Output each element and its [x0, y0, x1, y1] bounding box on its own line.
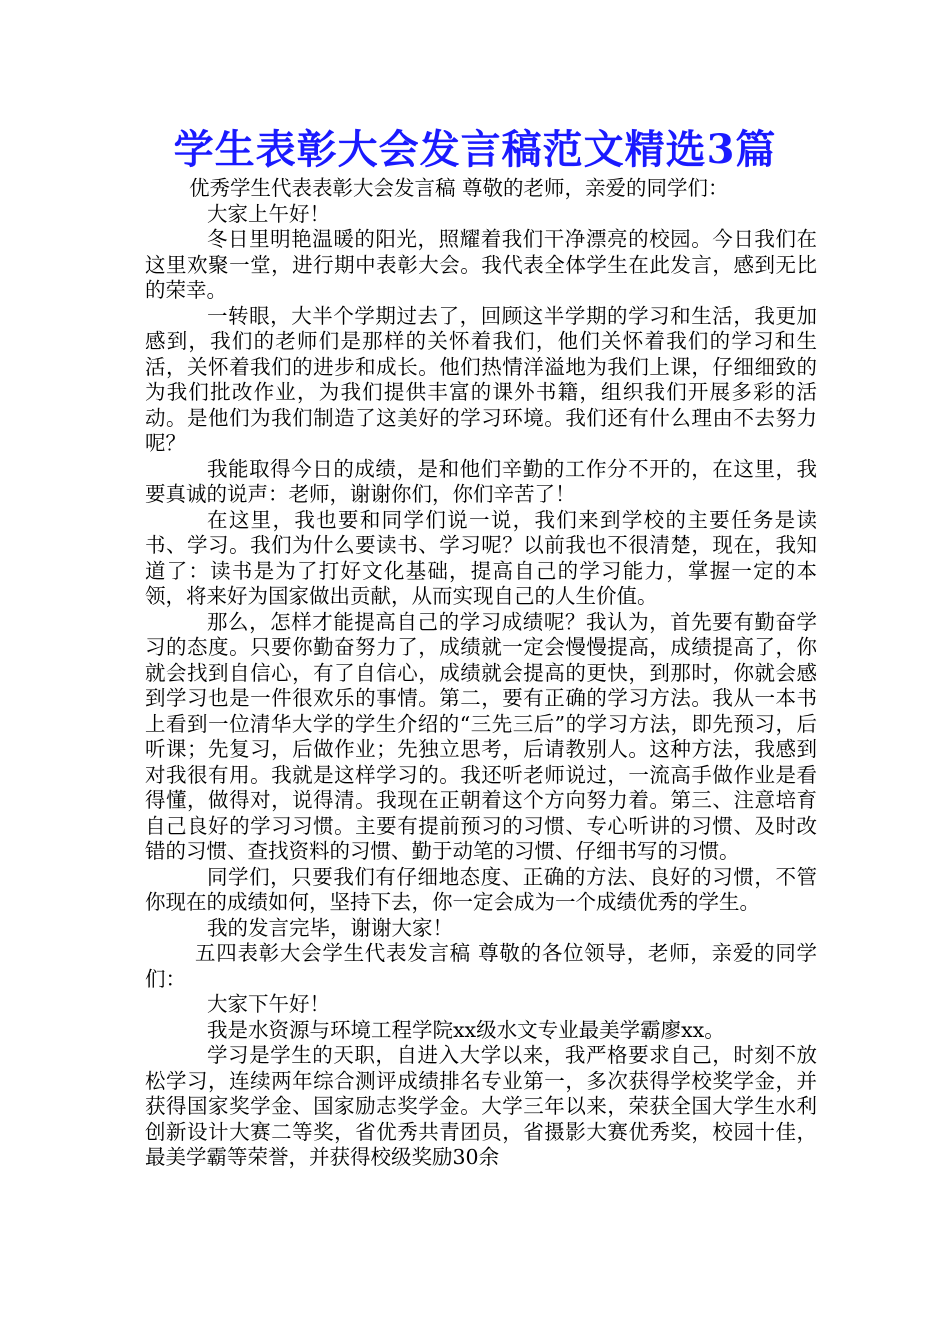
paragraph: 那么，怎样才能提高自己的学习成绩呢？我认为，首先要有勤奋学习的态度。只要你勤奋努力了，成绩就一定会慢慢提高，成绩提高了，你就会找到自信心，有了自信心，成绩就会提高的更快，到那时，你就会感到学习也是一件很欢乐的事情。第二，要有正确的学习方法。我从一本书上看到一位清华大学的学生介绍的“三先三后”的学习方法，即先预习，后听课；先复习，后做作业；先独立思考，后请教别人。这种方法，我感到对我很有用。我就是这样学习的。我还听老师说过，一流高手做作业是看得懂，做得对，说得清。我现在正朝着这个方向努力着。第三、注意培育自己良好的学习习惯。主要有提前预习的习惯、专心听讲的习惯、及时改错的习惯、查找资料的习惯、勤于动笔的习惯、仔细书写的习惯。	[145, 609, 817, 863]
paragraph: 冬日里明艳温暖的阳光，照耀着我们干净漂亮的校园。今日我们在这里欢聚一堂，进行期中表彰大会。我代表全体学生在此发言，感到无比的荣幸。	[145, 227, 817, 302]
paragraph: 学习是学生的天职，自进入大学以来，我严格要求自己，时刻不放松学习，连续两年综合测评成绩排名专业第一，多次获得学校奖学金，并获得国家奖学金、国家励志奖学金。大学三年以来，荣获全国大学生水利创新设计大赛二等奖，省优秀共青团员，省摄影大赛优秀奖，校园十佳，最美学霸等荣誉，并获得校级奖励30余	[145, 1043, 817, 1169]
paragraph: 大家下午好！	[207, 992, 330, 1016]
paragraph: 大家上午好！	[207, 201, 330, 226]
document-body	[145, 176, 817, 1171]
paragraph: 同学们，只要我们有仔细地态度、正确的方法、良好的习惯，不管你现在的成绩如何，坚持下去，你一定会成为一个成绩优秀的学生。	[145, 864, 817, 914]
paragraph: 一转眼，大半个学期过去了，回顾这半学期的学习和生活，我更加感到，我们的老师们是那样的关怀着我们，他们关怀着我们的学习和生活，关怀着我们的进步和成长。他们热情洋溢地为我们上课，仔细细致的为我们批改作业，为我们提供丰富的课外书籍，组织我们开展多彩的活动。是他们为我们制造了这美好的学习环境。我们还有什么理由不去努力呢？	[145, 303, 817, 455]
paragraph: 五四表彰大会学生代表发言稿 尊敬的各位领导，老师，亲爱的同学们：	[145, 941, 817, 991]
paragraph: 我的发言完毕，谢谢大家！	[207, 915, 453, 940]
paragraph: 我是水资源与环境工程学院xx级水文专业最美学霸廖xx。	[207, 1017, 725, 1042]
paragraph: 我能取得今日的成绩，是和他们辛勤的工作分不开的，在这里，我要真诚的说声：老师，谢谢你们，你们辛苦了！	[145, 456, 817, 506]
document-title: 学生表彰大会发言稿范文精选3篇	[173, 126, 777, 173]
paragraph: 优秀学生代表表彰大会发言稿 尊敬的老师，亲爱的同学们：	[189, 176, 729, 200]
paragraph: 在这里，我也要和同学们说一说，我们来到学校的主要任务是读书、学习。我们为什么要读书、学习呢？以前我也不很清楚，现在，我知道了：读书是为了打好文化基础，提高自己的学习能力，掌握一定的本领，将来好为国家做出贡献，从而实现自己的人生价值。	[145, 507, 817, 608]
